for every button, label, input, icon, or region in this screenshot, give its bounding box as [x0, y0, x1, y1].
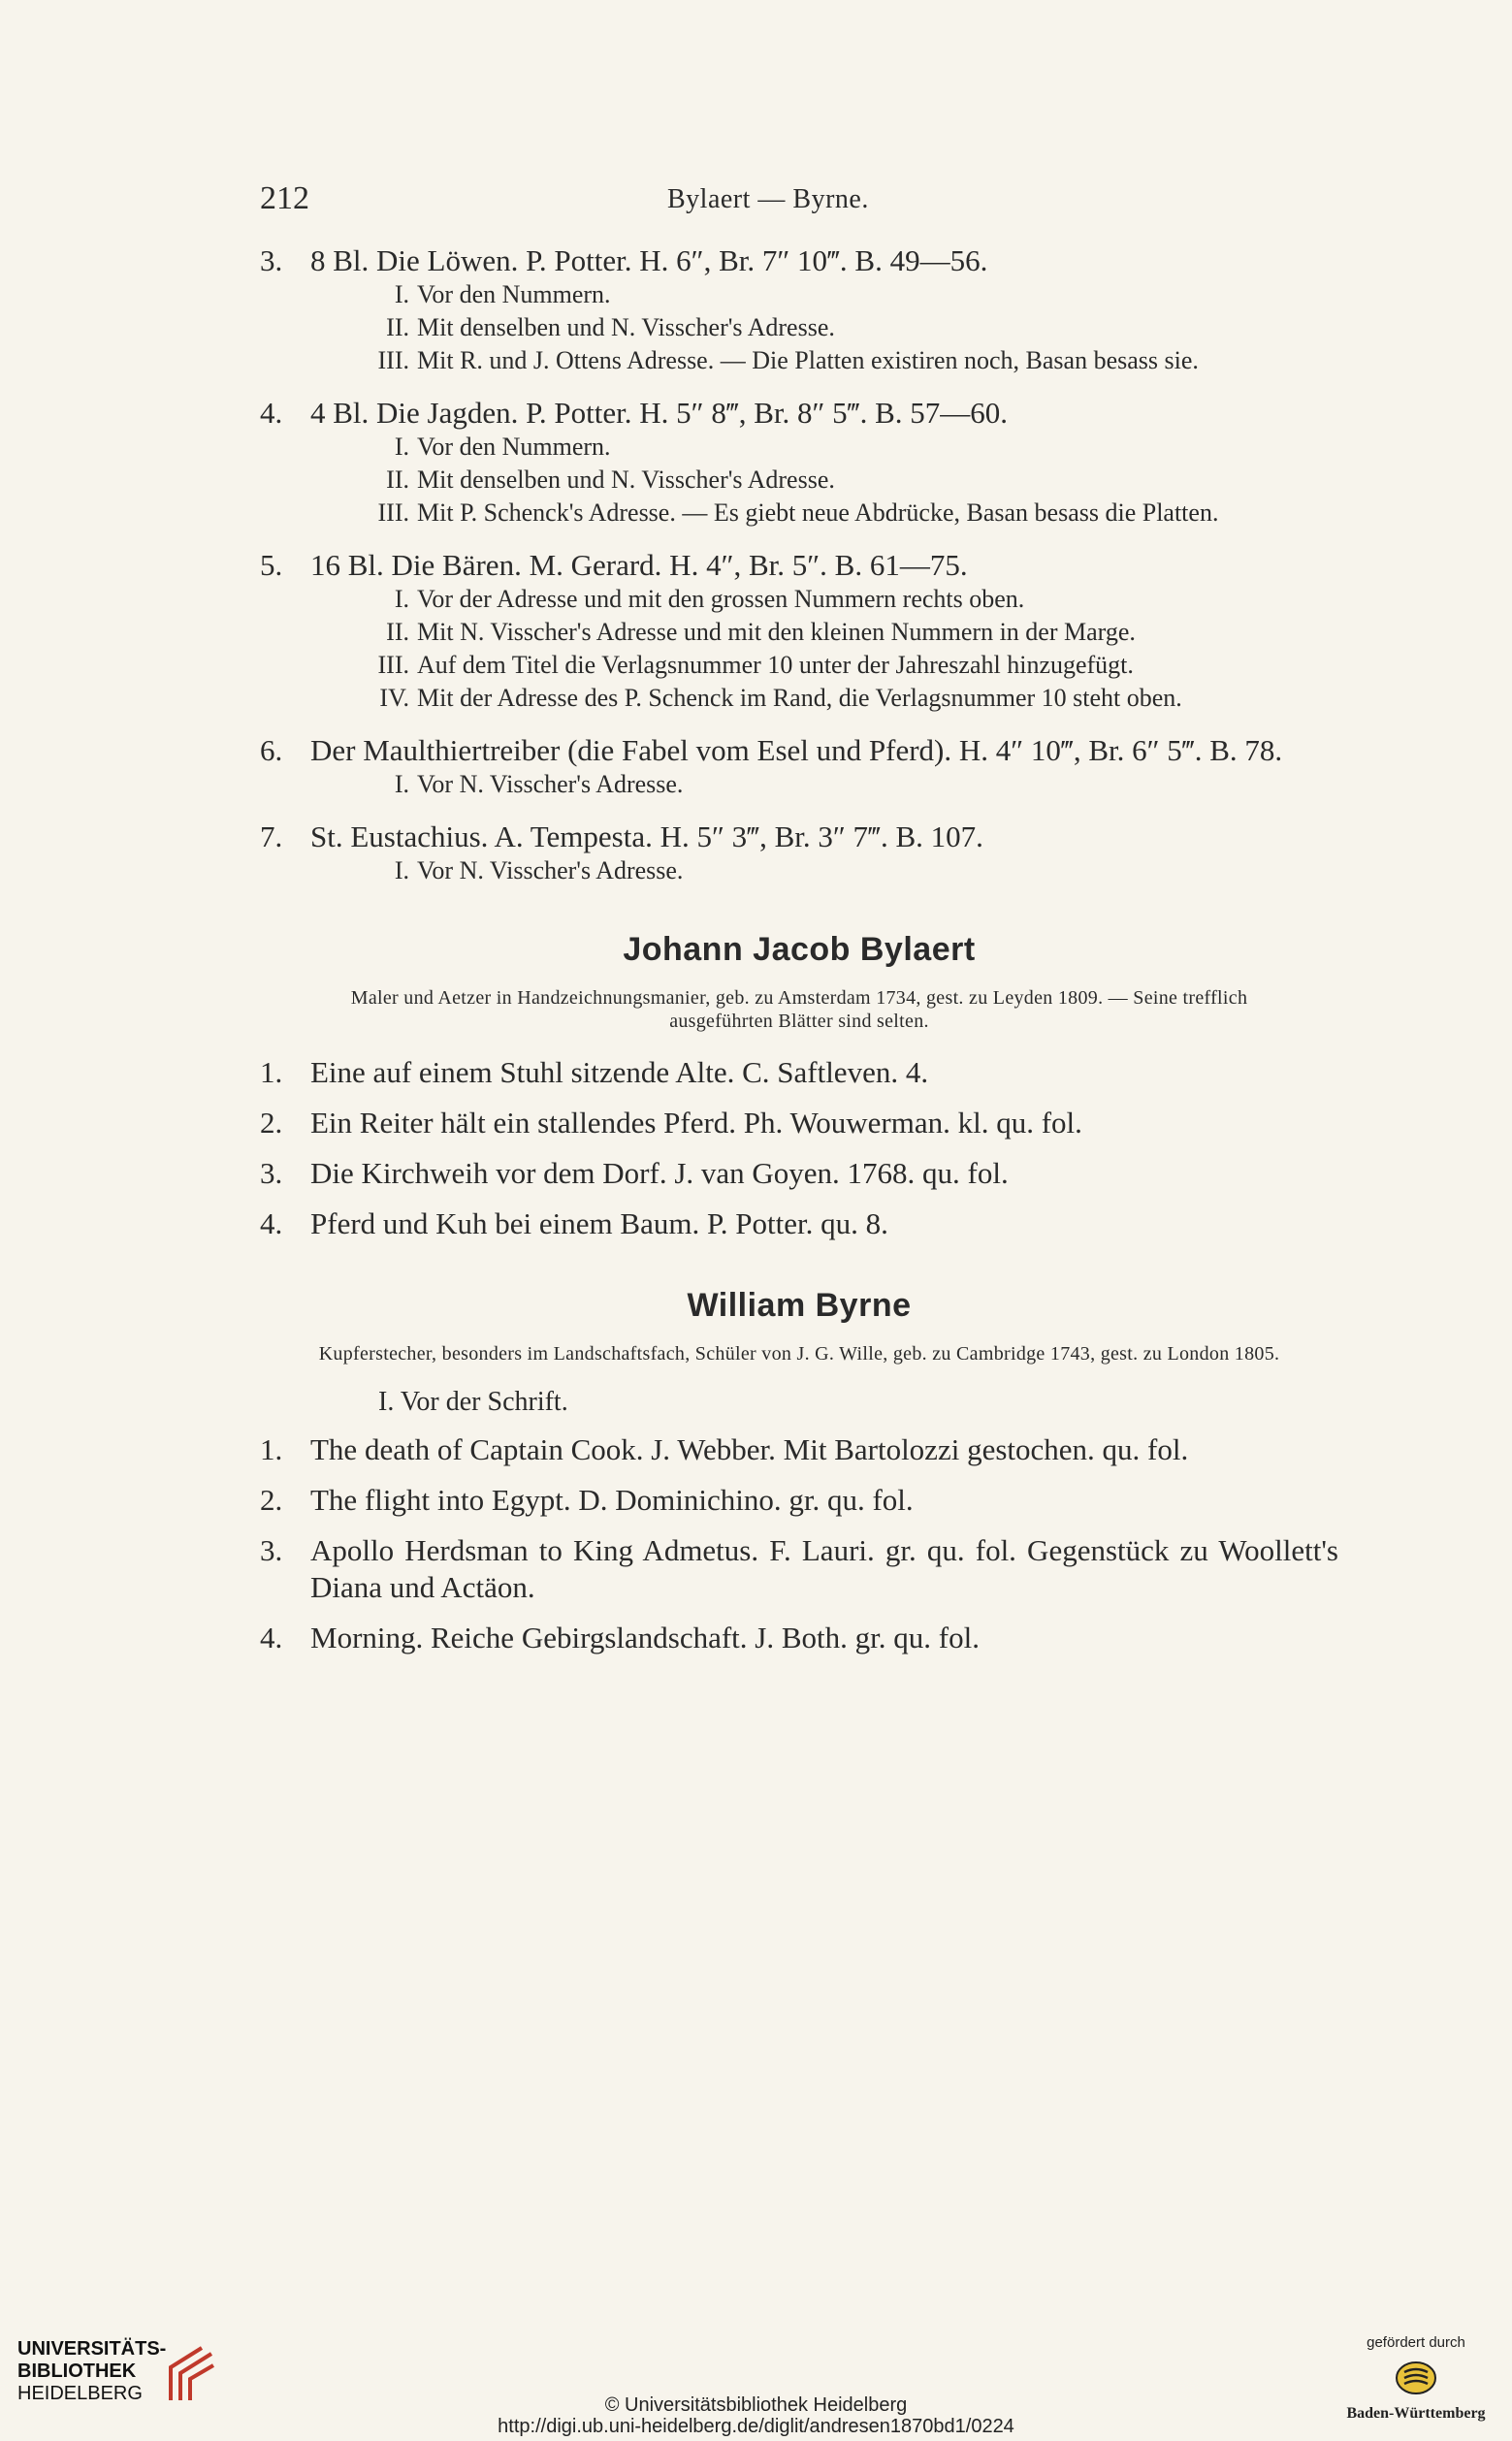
work-number: 1.	[260, 1432, 283, 1466]
state-text: Vor den Nummern.	[417, 280, 611, 308]
catalog-entry	[260, 820, 1338, 886]
state-line	[260, 498, 1338, 529]
byrne-heading-block	[260, 1287, 1338, 1365]
entry-title	[260, 397, 1338, 430]
entry-text: St. Eustachius. A. Tempesta. H. 5″ 3‴, Br. 3″ 7‴. B. 107.	[310, 819, 983, 853]
library-line-2: BIBLIOTHEK	[17, 2361, 137, 2382]
work-item	[260, 1105, 1338, 1141]
catalog-entry	[260, 397, 1338, 529]
state-text: Mit N. Visscher's Adresse und mit den kleinen Nummern in der Marge.	[417, 618, 1136, 646]
work-item	[260, 1620, 1338, 1656]
entry-number: 3.	[260, 243, 283, 277]
state-line	[260, 617, 1338, 648]
footer	[0, 2315, 1512, 2441]
state-number: I.	[394, 280, 409, 308]
entry-number: 7.	[260, 819, 283, 853]
entry-title	[260, 244, 1338, 277]
baden-wuerttemberg-seal-icon	[1395, 2357, 1437, 2399]
state-number: III.	[377, 498, 409, 527]
catalog-entry	[260, 244, 1338, 376]
work-item	[260, 1431, 1338, 1468]
state-number: I.	[394, 770, 409, 798]
artist-name-bylaert: Johann Jacob Bylaert	[623, 931, 976, 968]
state-number: I.	[394, 585, 409, 613]
state-text: Mit denselben und N. Visscher's Adresse.	[417, 466, 835, 494]
bylaert-works-list	[260, 1054, 1338, 1242]
entry-number: 6.	[260, 733, 283, 767]
work-text: Ein Reiter hält ein stallendes Pferd. Ph. Wouwerman. kl. qu. fol.	[310, 1106, 1082, 1140]
state-line	[260, 650, 1338, 681]
page-number: 212	[260, 180, 309, 216]
sponsor-label: gefördert durch	[1367, 2334, 1465, 2351]
work-item	[260, 1205, 1338, 1242]
library-line-1: UNIVERSITÄTS-	[17, 2338, 167, 2360]
work-item	[260, 1054, 1338, 1091]
bylaert-heading-block	[260, 931, 1338, 1033]
entry-title	[260, 820, 1338, 853]
state-number: III.	[377, 346, 409, 374]
state-number: I.	[394, 856, 409, 884]
entry-text: 4 Bl. Die Jagden. P. Potter. H. 5″ 8‴, Br. 8″ 5‴. B. 57—60.	[310, 396, 1009, 430]
main-text	[260, 244, 1338, 1670]
work-text: The death of Captain Cook. J. Webber. Mit Bartolozzi gestochen. qu. fol.	[310, 1432, 1189, 1466]
artist-description-byrne: Kupferstecher, besonders im Landschaftsfach, Schüler von J. G. Wille, geb. zu Cambridge 1743, gest. zu London 1805.	[318, 1343, 1280, 1365]
state-line	[260, 465, 1338, 496]
catalog-entry	[260, 549, 1338, 714]
state-line	[260, 279, 1338, 310]
artist-description-bylaert: Maler und Aetzer in Handzeichnungsmanier, geb. zu Amsterdam 1734, gest. zu Leyden 1809. — Seine trefflich ausgeführten Blätter sind selten.	[350, 987, 1248, 1032]
entry-text: Der Maulthiertreiber (die Fabel vom Esel und Pferd). H. 4″ 10‴, Br. 6″ 5‴. B. 78.	[310, 733, 1283, 767]
sponsor-block	[1334, 2334, 1498, 2423]
library-line-3: HEIDELBERG	[17, 2383, 143, 2404]
state-number: II.	[386, 618, 409, 646]
work-number: 4.	[260, 1621, 283, 1654]
byrne-previous-entries	[260, 244, 1338, 886]
running-head	[260, 180, 1337, 219]
work-number: 1.	[260, 1055, 283, 1089]
state-line	[260, 345, 1338, 376]
copyright-block	[0, 2394, 1512, 2437]
state-number: IV.	[379, 684, 409, 712]
work-text: Apollo Herdsman to King Admetus. F. Lauri. gr. qu. fol. Gegenstück zu Woollett's Diana und Actäon.	[310, 1533, 1338, 1604]
running-title: Bylaert — Byrne.	[667, 184, 869, 214]
work-number: 3.	[260, 1156, 283, 1190]
state-text: Mit P. Schenck's Adresse. — Es giebt neue Abdrücke, Basan besass die Platten.	[417, 498, 1219, 527]
state-text: Mit denselben und N. Visscher's Adresse.	[417, 313, 835, 341]
entry-title	[260, 549, 1338, 582]
state-line	[260, 312, 1338, 343]
state-text: Mit der Adresse des P. Schenck im Rand, die Verlagsnummer 10 steht oben.	[417, 684, 1182, 712]
entry-text: 8 Bl. Die Löwen. P. Potter. H. 6″, Br. 7″ 10‴. B. 49—56.	[310, 243, 988, 277]
work-text: Die Kirchweih vor dem Dorf. J. van Goyen. 1768. qu. fol.	[310, 1156, 1009, 1190]
work-item	[260, 1482, 1338, 1519]
catalog-entry	[260, 734, 1338, 800]
entry-number: 5.	[260, 548, 283, 582]
state-number: III.	[377, 651, 409, 679]
work-item	[260, 1155, 1338, 1192]
state-number: I.	[394, 433, 409, 461]
work-number: 4.	[260, 1206, 283, 1240]
work-number: 2.	[260, 1483, 283, 1517]
copyright-text: © Universitätsbibliothek Heidelberg	[604, 2394, 908, 2416]
work-text: Morning. Reiche Gebirgslandschaft. J. Both. gr. qu. fol.	[310, 1621, 980, 1654]
state-text: Vor den Nummern.	[417, 433, 611, 461]
state-text: Vor N. Visscher's Adresse.	[417, 770, 684, 798]
work-number: 2.	[260, 1106, 283, 1140]
state-line	[260, 855, 1338, 886]
state-line	[260, 769, 1338, 800]
byrne-works-list	[260, 1431, 1338, 1656]
work-text: Pferd und Kuh bei einem Baum. P. Potter. qu. 8.	[310, 1206, 888, 1240]
work-text: The flight into Egypt. D. Dominichino. gr. qu. fol.	[310, 1483, 914, 1517]
state-number: II.	[386, 313, 409, 341]
state-number: II.	[386, 466, 409, 494]
artist-name-byrne: William Byrne	[687, 1287, 912, 1324]
entry-title	[260, 734, 1338, 767]
entry-number: 4.	[260, 396, 283, 430]
work-number: 3.	[260, 1533, 283, 1567]
state-text: Mit R. und J. Ottens Adresse. — Die Platten existiren noch, Basan besass sie.	[417, 346, 1199, 374]
state-text: Vor der Adresse und mit den grossen Nummern rechts oben.	[417, 585, 1025, 613]
work-text: Eine auf einem Stuhl sitzende Alte. C. Saftleven. 4.	[310, 1055, 929, 1089]
state-text: Vor N. Visscher's Adresse.	[417, 856, 684, 884]
sponsor-name: Baden-Württemberg	[1346, 2405, 1486, 2422]
entry-text: 16 Bl. Die Bären. M. Gerard. H. 4″, Br. 5″. B. 61—75.	[310, 548, 968, 582]
state-line	[260, 683, 1338, 714]
state-line	[260, 584, 1338, 615]
state-line	[260, 432, 1338, 463]
state-text: Auf dem Titel die Verlagsnummer 10 unter der Jahreszahl hinzugefügt.	[417, 651, 1134, 679]
byrne-state-note: I. Vor der Schrift.	[378, 1387, 568, 1417]
work-item	[260, 1532, 1338, 1606]
permalink-url[interactable]: http://digi.ub.uni-heidelberg.de/diglit/andresen1870bd1/0224	[498, 2416, 1014, 2437]
